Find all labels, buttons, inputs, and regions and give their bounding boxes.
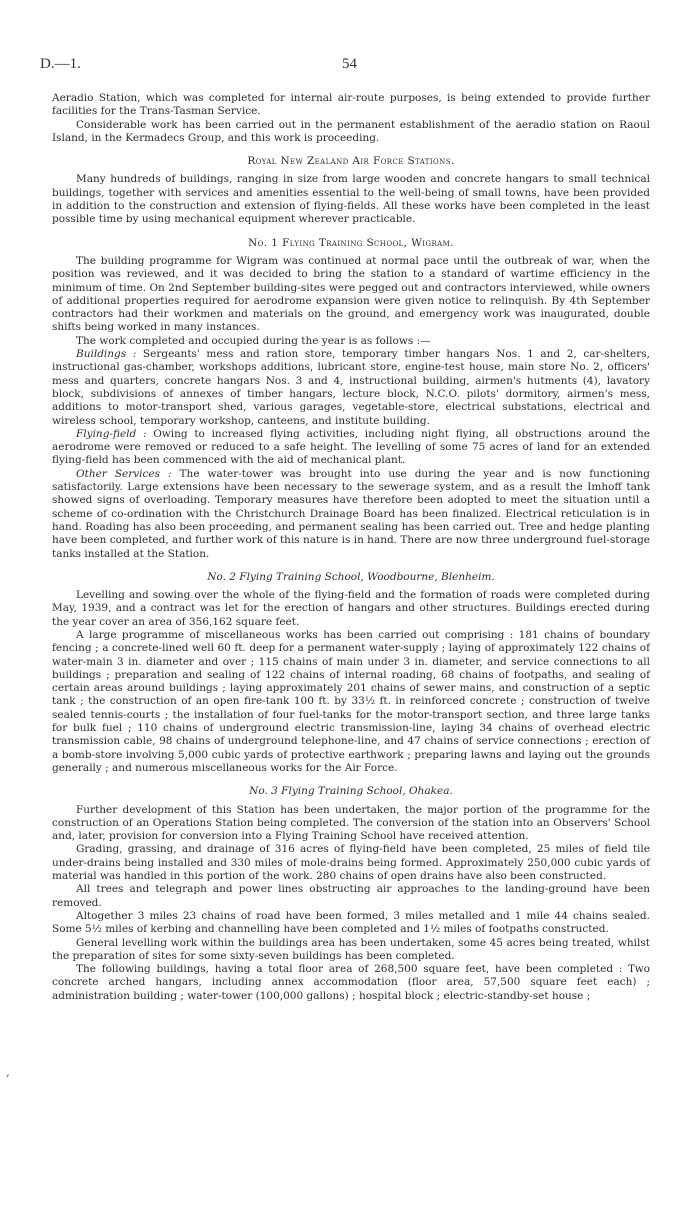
paragraph: All trees and telegraph and power lines obstructing air approaches to the landing-ground have been removed. [52,883,650,909]
paragraph-buildings [52,348,650,428]
paragraph-flying-field [52,428,650,468]
page-number: 54 [342,56,357,72]
paragraph: Many hundreds of buildings, ranging in size from large wooden and concrete hangars to small technical buildings, together with services and amenities essential to the well-being of small towns, have been provided in addition to the construction and extension of flying-fields. All these works have been completed in the least possible time by using mechanical equipment wherever practicable. [52,173,650,226]
section-heading-wigram: No. 1 Flying Training School, Wigram. [248,236,454,249]
paragraph: Altogether 3 miles 23 chains of road have been formed, 3 miles metalled and 1 mile 44 chains sealed. Some 5½ miles of kerbing and channelling have been completed and 1½ miles of footpaths constructed. [52,909,650,936]
margin-mark: , [6,1065,10,1079]
paragraph: A large programme of miscellaneous works has been carried out comprising : 181 chains of boundary fencing ; a concrete-lined well 60 ft. deep for a permanent water-supply ; laying of approximately 122 chains of water-main 3 in. diameter and over ; 115 chains of main under 3 in. diameter, and service connections to all buildings ; preparation and sealing of 122 chains of internal roading, 68 chains of footpaths, and sealing of certain areas around buildings ; laying approximately 201 chains of sewer mains, and construction of a septic tank ; the construction of an open fire-tank 100 ft. by 33½ ft. in reinforced concrete ; construction of twelve sealed tennis-courts ; the installation of four fuel-tanks for the motor-transport section, and three large tanks for bulk fuel ; 110 chains of underground electric transmission-line, laying 34 chains of overhead electric transmission cable, 98 chains of underground telephone-line, and 47 chains of service connections ; erection of a bomb-store involving 5,000 cubic yards of protective earthwork ; preparing lawns and laying out the grounds generally ; and numerous miscellaneous works for the Air Force. [52,628,650,774]
paragraph: Considerable work has been carried out in the permanent establishment of the aeradio station on Raoul Island, in the Kermadecs Group, and this work is proceeding. [52,118,650,144]
paragraph: Aeradio Station, which was completed for internal air-route purposes, is being extended to provide further facilities for the Trans-Tasman Service. [52,92,650,118]
paragraph: The following buildings, having a total floor area of 268,500 square feet, have been completed : Two concrete arched hangars, including annex accommodation (floor area, 57,500 square feet each) ; administration building ; water-tower (100,000 gallons) ; hospital block ; electric-standby-set house ; [52,963,650,1002]
page-body [52,92,650,1003]
paragraph: Further development of this Station has been undertaken, the major portion of the programme for the construction of an Operations Station being completed. The conversion of the station into an Observers' School and, later, provision for conversion into a Flying Training School have received attention. [52,803,650,843]
paragraph-other-services [52,468,650,561]
paragraph: Levelling and sowing over the whole of the flying-field and the formation of roads were completed during May, 1939, and a contract was let for the erection of hangars and other structures. Buildings erected during the year cover an area of 356,162 square feet. [52,589,650,628]
paragraph: The building programme for Wigram was continued at normal pace until the outbreak of war, when the position was reviewed, and it was decided to bring the station to a standard of wartime efficiency in the minimum of time. On 2nd September building-sites were pegged out and contractors interviewed, while owners of additional properties required for aerodrome expansion were given notice to relinquish. By 4th September contractors had their workmen and materials on the ground, and emergency work was inaugurated, double shifts being worked in many instances. [52,254,650,334]
flying-field-text: Owing to increased flying activities, including night flying, all obstructions around the aerodrome were removed or reduced to a safe height. The levelling of some 75 acres of land for an extended flying-field has been commenced with the aid of mechanical plant. [52,427,650,467]
buildings-text: Sergeants' mess and ration store, temporary timber hangars Nos. 1 and 2, car-shelters, instructional gas-chamber, workshops additions, lubricant store, engine-test house, main store No. 2, officers' mess and quarters, concrete hangars Nos. 3 and 4, instructional building, airmen's hutments (4), lavatory block, subdivisions of annexes of timber hangars, lecture block, N.C.O. pilots' dormitory, airmen's mess, additions to motor-transport shed, various garages, vegetable-store, electrical substations, electrical and wireless school, temporary workshop, canteens, and institute building. [52,348,650,427]
paragraph: Grading, grassing, and drainage of 316 acres of flying-field have been completed, 25 miles of field tile under-drains being installed and 330 miles of mole-drains being formed. Approximately 250,000 cubic yards of material was handled in this portion of the work. 280 chains of open drains have also been constructed. [52,843,650,883]
subheading-flying-field: Flying-field : [76,427,147,440]
paragraph: The work completed and occupied during the year is as follows :— [76,334,431,347]
other-services-text: The water-tower was brought into use during the year and is now functioning satisfactorily. Large extensions have been necessary to the sewerage system, and as a result the Imhoff tank showed signs of overloading. Temporary measures have therefore been adopted to meet the situation until a scheme of co-ordination with the Christchurch Drainage Board has been finalized. Electrical reticulation is in hand. Roading has also been proceeding, and permanent sealing has been carried out. Tree and hedge planting have been completed, and further work of this nature is in hand. There are now three underground fuel-storage tanks installed at the Station. [52,467,650,560]
paragraph: General levelling work within the buildings area has been undertaken, some 45 acres being treated, whilst the preparation of sites for some sixty-seven buildings has been completed. [52,936,650,962]
subheading-buildings: Buildings : [76,348,137,361]
section-heading-rnzaf: Royal New Zealand Air Force Stations. [247,155,455,168]
page-header [40,58,650,78]
section-heading-woodbourne: No. 2 Flying Training School, Woodbourne, Blenheim. [207,570,495,583]
subheading-other-services: Other Services : [76,467,172,480]
section-heading-ohakea: No. 3 Flying Training School, Ohakea. [249,785,453,798]
document-reference: D.—1. [40,56,81,72]
